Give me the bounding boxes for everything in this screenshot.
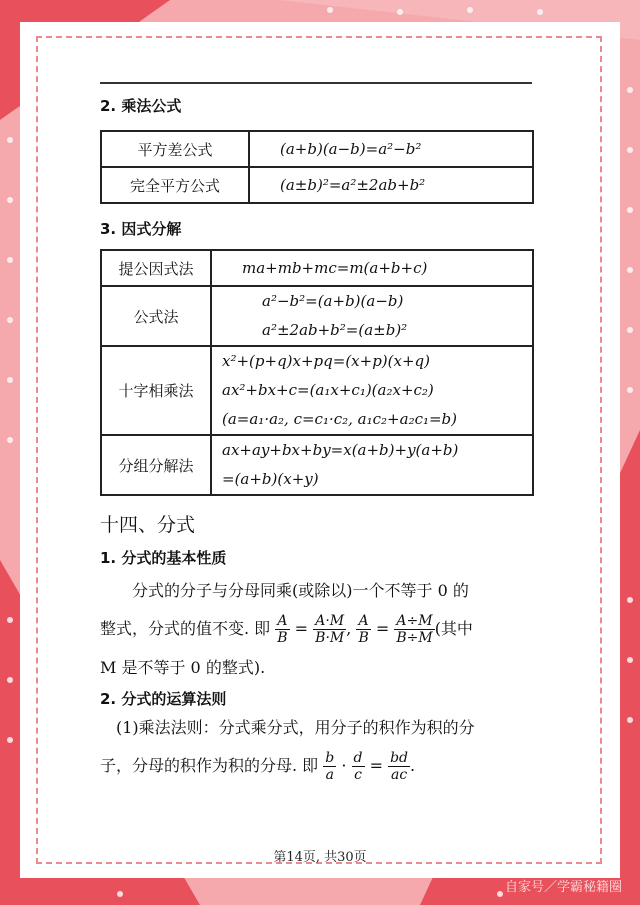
- section-heading-multiply: 2. 乘法公式: [100, 97, 182, 115]
- row-name: 公式法: [101, 286, 211, 346]
- row-name: 分组分解法: [101, 435, 211, 495]
- formula-line: ax²+bx+c=(a₁x+c₁)(a₂x+c₂): [222, 381, 434, 399]
- equals-sign: =: [375, 619, 390, 638]
- table-row: [101, 286, 533, 346]
- document-content: [100, 95, 540, 788]
- watermark: 自家号／学霸秘籍圈: [504, 880, 622, 895]
- section-heading-factor: 3. 因式分解: [100, 220, 182, 238]
- paragraph-line: [100, 744, 540, 788]
- factor-formula-table: [100, 249, 534, 496]
- table-row: [101, 131, 533, 167]
- subsection-heading: 1. 分式的基本性质: [100, 549, 227, 567]
- text-span: (其中: [434, 619, 473, 638]
- paragraph-line: [100, 607, 540, 651]
- multiply-formula-table: [100, 130, 534, 204]
- row-formula: (a+b)(a−b)=a²−b²: [249, 131, 533, 167]
- formula-line: a²−b²=(a+b)(a−b): [262, 292, 404, 310]
- subsection-heading: 2. 分式的运算法则: [100, 690, 227, 708]
- paragraph-line: M 是不等于 0 的整式).: [100, 658, 266, 677]
- row-formula: (a±b)²=a²±2ab+b²: [249, 167, 533, 203]
- text-span: 整式，分式的值不变. 即: [100, 619, 271, 638]
- row-formula: ma+mb+mc=m(a+b+c): [211, 250, 533, 286]
- paragraph-line: 分式的分子与分母同乘(或除以)一个不等于 0 的: [132, 581, 469, 600]
- formula-line: x²+(p+q)x+pq=(x+p)(x+q): [222, 352, 430, 370]
- top-rule: [100, 82, 532, 84]
- table-row: [101, 167, 533, 203]
- table-row: [101, 250, 533, 286]
- row-name: 提公因式法: [101, 250, 211, 286]
- fraction: $\frac{A}{B}$: [358, 613, 369, 646]
- page-number: 第14页, 共30页: [273, 850, 367, 865]
- formula-line: =(a+b)(x+y): [222, 470, 319, 488]
- fraction: $\frac{A\cdot M}{B\cdot M}$: [315, 613, 345, 646]
- fraction: $\frac{d}{c}$: [353, 750, 363, 783]
- multiply-dot: ·: [341, 756, 347, 775]
- fraction: $\frac{bd}{ac}$: [390, 750, 409, 783]
- chapter-title: 十四、分式: [100, 514, 196, 536]
- formula-line: a²±2ab+b²=(a±b)²: [262, 321, 408, 339]
- text-span: 子，分母的积作为积的分母. 即: [100, 756, 319, 775]
- row-name: 平方差公式: [101, 131, 249, 167]
- row-name: 完全平方公式: [101, 167, 249, 203]
- formula-line: (a=a₁·a₂, c=c₁·c₂, a₁c₂+a₂c₁=b): [222, 410, 458, 428]
- equals-sign: =: [294, 619, 309, 638]
- table-row: [101, 435, 533, 495]
- paragraph-line: (1)乘法法则：分式乘分式，用分子的积作为积的分: [116, 718, 475, 737]
- formula-line: ax+ay+bx+by=x(a+b)+y(a+b): [222, 441, 459, 459]
- fraction: $\frac{b}{a}$: [325, 750, 335, 783]
- row-name: 十字相乘法: [101, 346, 211, 435]
- period: .: [410, 756, 416, 775]
- table-row: [101, 346, 533, 435]
- fraction: $\frac{A\div M}{B\div M}$: [396, 613, 433, 646]
- comma: ,: [346, 619, 352, 638]
- fraction: $\frac{A}{B}$: [277, 613, 288, 646]
- equals-sign: =: [369, 756, 383, 775]
